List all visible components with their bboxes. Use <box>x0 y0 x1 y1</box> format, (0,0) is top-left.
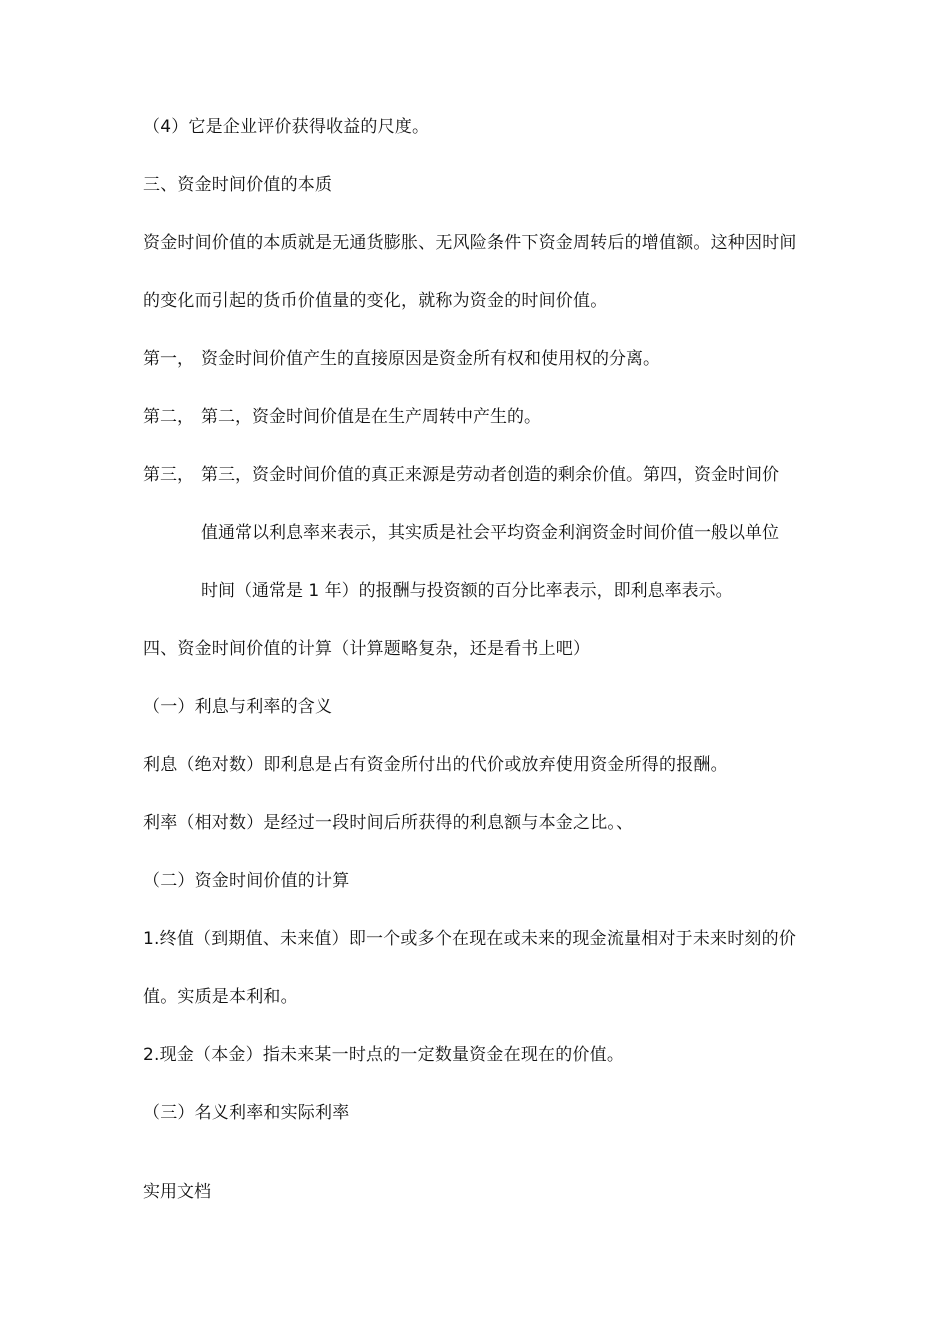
footer-label: 实用文档 <box>143 1182 211 1202</box>
point-3-continuation-line-1: 值通常以利息率来表示，其实质是社会平均资金利润资金时间价值一般以单位 <box>201 523 779 543</box>
future-value-line-1: 1.终值（到期值、未来值）即一个或多个在现在或未来的现金流量相对于未来时刻的价 <box>143 929 797 949</box>
point-1 <box>143 347 660 371</box>
point-3-text: 第三，资金时间价值的真正来源是劳动者创造的剩余价值。第四，资金时间价 <box>201 465 779 485</box>
point-2-marker: 第二， <box>143 407 194 427</box>
section-4-heading: 四、资金时间价值的计算（计算题略复杂，还是看书上吧） <box>143 639 591 659</box>
point-3 <box>143 463 779 487</box>
rate-definition: 利率（相对数）是经过一段时间后所获得的利息额与本金之比。、 <box>143 813 634 833</box>
subsection-2-heading: （二）资金时间价值的计算 <box>143 871 350 891</box>
future-value-line-2: 值。实质是本利和。 <box>143 987 298 1007</box>
point-3-continuation-line-2: 时间（通常是 1 年）的报酬与投资额的百分比率表示，即利息率表示。 <box>201 581 733 601</box>
section-3-heading: 三、资金时间价值的本质 <box>143 175 333 195</box>
subsection-1-heading: （一）利息与利率的含义 <box>143 697 333 717</box>
point-2-text: 第二，资金时间价值是在生产周转中产生的。 <box>201 407 541 427</box>
present-value-text: 2.现金（本金）指未来某一时点的一定数量资金在现在的价值。 <box>143 1045 625 1065</box>
point-3-marker: 第三， <box>143 465 194 485</box>
essence-paragraph-line-1: 资金时间价值的本质就是无通货膨胀、无风险条件下资金周转后的增值额。这种因时间 <box>143 233 797 253</box>
interest-definition: 利息（绝对数）即利息是占有资金所付出的代价或放弃使用资金所得的报酬。 <box>143 755 728 775</box>
point-1-text: 资金时间价值产生的直接原因是资金所有权和使用权的分离。 <box>201 349 660 369</box>
item-4-text: （4）它是企业评价获得收益的尺度。 <box>143 117 430 137</box>
essence-paragraph-line-2: 的变化而引起的货币价值量的变化，就称为资金的时间价值。 <box>143 291 608 311</box>
point-1-marker: 第一， <box>143 349 194 369</box>
subsection-3-heading: （三）名义利率和实际利率 <box>143 1103 350 1123</box>
point-2 <box>143 405 541 429</box>
